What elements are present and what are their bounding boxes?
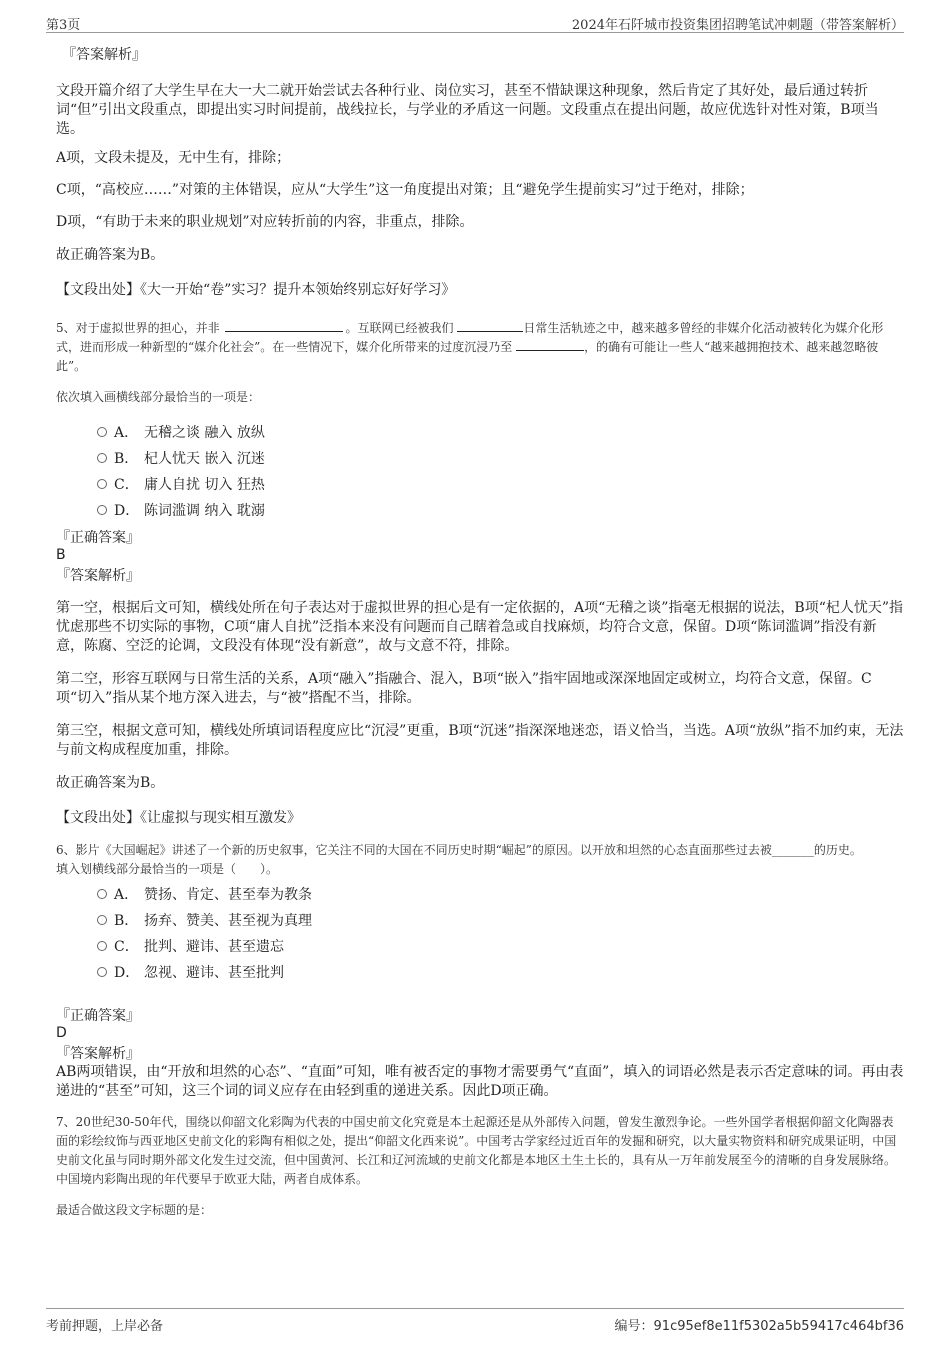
q5-option-d[interactable] — [56, 499, 904, 525]
q5-options — [56, 421, 904, 525]
q6-analysis: AB两项错误，由“开放和坦然的心态”、“直面”可知，唯有被否定的事物才需要勇气“直面”，填入的词语必然是表示否定意味的词。再由表递进的“甚至”可知，这三个词的词义应存在由轻到重的递进关系。因此D项正确。 — [56, 1064, 904, 1099]
q5-stem — [56, 319, 904, 376]
q5-stem-part4: ，的确有可能让一些人“越来越拥抱技术、越来越忽略彼此”。 — [56, 340, 879, 373]
q5-answer: B — [56, 547, 66, 563]
option-text: 扬弃、赞美、甚至视为真理 — [144, 913, 312, 929]
q6-option-a[interactable] — [56, 883, 904, 909]
q4-analysis-option-a: A项，文段未提及，无中生有，排除； — [56, 150, 291, 166]
q4-analysis-option-c: C项，“高校应……”对策的主体错误，应从“大学生”这一角度提出对策；且“避免学生提前实习”过于绝对，排除； — [56, 182, 754, 198]
q5-blank-3 — [516, 340, 584, 351]
q5-answer-label: 『正确答案』 — [56, 530, 140, 546]
q5-source: 【文段出处】《让虚拟与现实相互激发》 — [56, 810, 301, 826]
radio-button[interactable] — [97, 967, 107, 977]
q4-conclusion: 故正确答案为B。 — [56, 247, 165, 263]
q5-option-b[interactable] — [56, 447, 904, 473]
option-letter: A． — [114, 425, 139, 441]
q4-analysis-paragraph: 文段开篇介绍了大学生早在大一大二就开始尝试去各种行业、岗位实习，甚至不惜缺课这种现象，然后肯定了其好处，最后通过转折词“但”引出文段重点，即提出实习时间提前，战线拉长，与学业的矛盾这一问题。文段重点在提出问题，故应优选针对性对策，B项当选。 — [56, 83, 879, 137]
q5-prompt: 依次填入画横线部分最恰当的一项是： — [56, 390, 261, 404]
option-letter: C． — [114, 939, 139, 955]
q6-analysis-label: 『答案解析』 — [56, 1046, 140, 1062]
q5-stem-part1: 5、对于虚拟世界的担心，并非 — [56, 321, 220, 335]
option-letter: B． — [114, 451, 139, 467]
option-text: 陈词滥调 纳入 耽溺 — [144, 503, 265, 519]
q5-analysis-label: 『答案解析』 — [56, 568, 140, 584]
option-text: 批判、避讳、甚至遗忘 — [144, 939, 284, 955]
q6-answer: D — [56, 1025, 67, 1041]
q5-stem-part3: 日常生活轨迹之中，越来越多曾经的非媒介化活动被转化为媒介化形式，进而形成一种新型的“媒介化社会”。在一些情况下，媒介化所带来的过度沉浸乃至 — [56, 321, 884, 354]
page-header — [46, 10, 904, 33]
option-text: 无稽之谈 融入 放纵 — [144, 425, 265, 441]
radio-button[interactable] — [97, 479, 107, 489]
q7-prompt: 最适合做这段文字标题的是： — [56, 1203, 213, 1217]
q5-analysis-p3: 第三空，根据文意可知，横线处所填词语程度应比“沉浸”更重，B项“沉迷”指深深地迷恋，语义恰当，当选。A项“放纵”指不加约束，无法与前文构成程度加重，排除。 — [56, 723, 904, 758]
q6-prompt: 填入划横线部分最恰当的一项是（ ）。 — [56, 862, 279, 876]
radio-button[interactable] — [97, 453, 107, 463]
option-text: 忽视、避讳、甚至批判 — [144, 965, 284, 981]
q5-conclusion: 故正确答案为B。 — [56, 775, 165, 791]
option-text: 庸人自扰 切入 狂热 — [144, 477, 265, 493]
option-letter: B． — [114, 913, 139, 929]
q5-stem-part2: 。互联网已经被我们 — [345, 321, 454, 335]
page-footer — [46, 1308, 904, 1333]
option-text: 赞扬、肯定、甚至奉为教条 — [144, 887, 312, 903]
option-letter: D． — [114, 503, 140, 519]
radio-button[interactable] — [97, 941, 107, 951]
q4-source: 【文段出处】《大一开始“卷”实习？提升本领始终别忘好好学习》 — [56, 282, 456, 298]
q5-option-c[interactable] — [56, 473, 904, 499]
radio-button[interactable] — [97, 505, 107, 515]
q5-analysis-p2: 第二空，形容互联网与日常生活的关系，A项“融入”指融合、混入，B项“嵌入”指牢固地或深深地固定或树立，均符合文意，保留。C项“切入”指从某个地方深入进去，与“被”搭配不当，排除。 — [56, 671, 872, 706]
q5-blank-1 — [225, 321, 343, 332]
q6-answer-label: 『正确答案』 — [56, 1008, 140, 1024]
q6-option-b[interactable] — [56, 909, 904, 935]
document-title: 2024年石阡城市投资集团招聘笔试冲刺题（带答案解析） — [571, 18, 904, 33]
q7-stem: 7、20世纪30-50年代，围绕以仰韶文化彩陶为代表的中国史前文化究竟是本土起源还是从外部传入问题，曾发生激烈争论。一些外国学者根据仰韶文化陶器表面的彩绘纹饰与西亚地区史前文化的彩陶有相似之处，提出“仰韶文化西来说”。中国考古学家经过近百年的发掘和研究，以大量实物资料和研究成果证明，中国史前文化虽与同时期外部文化发生过交流，但中国黄河、长江和辽河流域的史前文化都是本地区土生土长的，具有从一万年前发展至今的清晰的自身发展脉络。中国境内彩陶出现的年代要早于欧亚大陆，两者自成体系。 — [56, 1115, 897, 1186]
page-number: 第3页 — [46, 18, 81, 33]
document-code: 编号：91c95ef8e11f5302a5b59417c464bf36 — [614, 1319, 904, 1334]
q6-option-d[interactable] — [56, 961, 904, 987]
q5-analysis-p1: 第一空，根据后文可知，横线处所在句子表达对于虚拟世界的担心是有一定依据的，A项“无稽之谈”指毫无根据的说法，B项“杞人忧天”指忧虑那些不切实际的事物，C项“庸人自扰”泛指本来没有问题而自己瞎着急或自找麻烦，均符合文意，保留。D项“陈词滥调”指没有新意，陈腐、空泛的论调，文段没有体现“没有新意”，故与文意不符，排除。 — [56, 600, 904, 654]
q4-analysis-label: 『答案解析』 — [62, 47, 146, 63]
option-text: 杞人忧天 嵌入 沉迷 — [144, 451, 265, 467]
option-letter: A． — [114, 887, 139, 903]
option-letter: D． — [114, 965, 140, 981]
q6-option-c[interactable] — [56, 935, 904, 961]
radio-button[interactable] — [97, 889, 107, 899]
footer-slogan: 考前押题，上岸必备 — [46, 1319, 164, 1334]
page-content — [56, 44, 904, 1220]
q5-option-a[interactable] — [56, 421, 904, 447]
q4-analysis-option-d: D项，“有助于未来的职业规划”对应转折前的内容，非重点，排除。 — [56, 214, 474, 230]
radio-button[interactable] — [97, 427, 107, 437]
radio-button[interactable] — [97, 915, 107, 925]
q5-blank-2 — [457, 321, 523, 332]
option-letter: C． — [114, 477, 139, 493]
q6-options — [56, 883, 904, 987]
q6-stem: 6、影片《大国崛起》讲述了一个新的历史叙事，它关注不同的大国在不同历史时期“崛起”的原因。以开放和坦然的心态直面那些过去被_______的历史。 — [56, 843, 862, 857]
